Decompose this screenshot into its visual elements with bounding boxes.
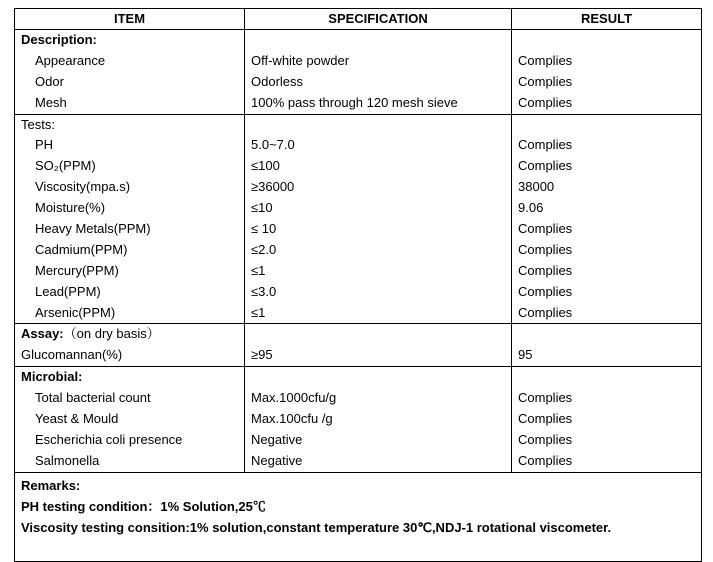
specification-table bbox=[14, 8, 702, 562]
spec-moisture: ≤10 bbox=[251, 200, 273, 216]
item-salmonella: Salmonella bbox=[35, 452, 100, 468]
item-glucomannan: Glucomannan(%) bbox=[21, 347, 123, 363]
result-header: RESULT bbox=[512, 9, 702, 30]
spec-escherichia-coli: Negative bbox=[251, 431, 303, 447]
tests-heading: Tests: bbox=[21, 116, 55, 132]
result-yeast-mould: Complies bbox=[518, 411, 573, 427]
description-results bbox=[512, 30, 702, 115]
item-ph: PH bbox=[35, 137, 54, 153]
result-salmonella: Complies bbox=[518, 452, 573, 468]
item-arsenic: Arsenic(PPM) bbox=[35, 304, 116, 320]
result-odor: Complies bbox=[518, 73, 573, 89]
result-lead: Complies bbox=[518, 283, 573, 299]
spec-appearance: Off-white powder bbox=[251, 52, 350, 68]
assay-heading: Assay: bbox=[21, 326, 64, 342]
result-total-bacterial-count: Complies bbox=[518, 390, 573, 406]
item-odor: Odor bbox=[35, 73, 64, 89]
item-mesh: Mesh bbox=[35, 94, 67, 110]
spec-viscosity: ≥36000 bbox=[251, 179, 295, 195]
result-arsenic: Complies bbox=[518, 304, 573, 320]
spec-lead: ≤3.0 bbox=[251, 283, 277, 299]
microbial-items bbox=[15, 367, 245, 472]
spec-mercury: ≤1 bbox=[251, 262, 266, 278]
assay-heading-note: （on dry basis） bbox=[63, 326, 160, 342]
tests-results bbox=[512, 114, 702, 324]
item-cadmium: Cadmium(PPM) bbox=[35, 241, 128, 257]
assay-section bbox=[15, 324, 702, 367]
item-total-bacterial-count: Total bacterial count bbox=[35, 390, 151, 406]
result-cadmium: Complies bbox=[518, 241, 573, 257]
remarks-cell bbox=[15, 472, 702, 561]
tests-section bbox=[15, 114, 702, 324]
result-so2: Complies bbox=[518, 158, 573, 174]
spec-glucomannan: ≥95 bbox=[251, 347, 273, 363]
tests-specs bbox=[245, 114, 512, 324]
spec-odor: Odorless bbox=[251, 73, 304, 89]
result-moisture: 9.06 bbox=[518, 200, 544, 216]
item-header: ITEM bbox=[15, 9, 245, 30]
result-mercury: Complies bbox=[518, 262, 573, 278]
result-escherichia-coli: Complies bbox=[518, 431, 573, 447]
spec-salmonella: Negative bbox=[251, 452, 303, 468]
result-glucomannan: 95 bbox=[518, 347, 533, 363]
microbial-heading: Microbial: bbox=[21, 369, 83, 385]
spec-cadmium: ≤2.0 bbox=[251, 241, 277, 257]
remark-ph-condition: PH testing condition：1% Solution,25℃ bbox=[21, 498, 266, 514]
item-heavy-metals: Heavy Metals(PPM) bbox=[35, 221, 151, 237]
item-appearance: Appearance bbox=[35, 52, 106, 68]
description-specs bbox=[245, 30, 512, 115]
result-ph: Complies bbox=[518, 137, 573, 153]
remarks-section bbox=[15, 472, 702, 561]
spec-total-bacterial-count: Max.1000cfu/g bbox=[251, 390, 337, 406]
item-lead: Lead(PPM) bbox=[35, 283, 101, 299]
assay-heading-line bbox=[15, 324, 244, 345]
specification-header: SPECIFICATION bbox=[245, 9, 512, 30]
assay-items bbox=[15, 324, 245, 367]
result-heavy-metals: Complies bbox=[518, 221, 573, 237]
microbial-specs bbox=[245, 367, 512, 472]
item-escherichia-coli: Escherichia coli presence bbox=[35, 431, 183, 447]
assay-specs bbox=[245, 324, 512, 367]
item-moisture: Moisture(%) bbox=[35, 200, 106, 216]
description-heading: Description: bbox=[21, 32, 97, 47]
result-viscosity: 38000 bbox=[518, 179, 555, 195]
spec-ph: 5.0~7.0 bbox=[251, 137, 295, 153]
microbial-section bbox=[15, 367, 702, 472]
assay-results bbox=[512, 324, 702, 367]
spec-arsenic: ≤1 bbox=[251, 304, 266, 320]
tests-items bbox=[15, 114, 245, 324]
remark-viscosity-condition: Viscosity testing consition:1% solution,constant temperature 30℃,NDJ-1 rotational viscometer. bbox=[21, 519, 612, 535]
description-items bbox=[15, 30, 245, 115]
spec-so2: ≤100 bbox=[251, 158, 280, 174]
spec-yeast-mould: Max.100cfu /g bbox=[251, 411, 333, 427]
item-yeast-mould: Yeast & Mould bbox=[35, 411, 119, 427]
microbial-results bbox=[512, 367, 702, 472]
item-mercury: Mercury(PPM) bbox=[35, 262, 119, 278]
header-row bbox=[15, 9, 702, 30]
remarks-heading: Remarks: bbox=[21, 477, 81, 493]
result-appearance: Complies bbox=[518, 52, 573, 68]
item-viscosity: Viscosity(mpa.s) bbox=[35, 179, 131, 195]
item-so2: SO₂(PPM) bbox=[35, 158, 96, 174]
description-section bbox=[15, 30, 702, 115]
spec-mesh: 100% pass through 120 mesh sieve bbox=[251, 94, 458, 110]
spec-heavy-metals: ≤ 10 bbox=[251, 221, 277, 237]
result-mesh: Complies bbox=[518, 94, 573, 110]
